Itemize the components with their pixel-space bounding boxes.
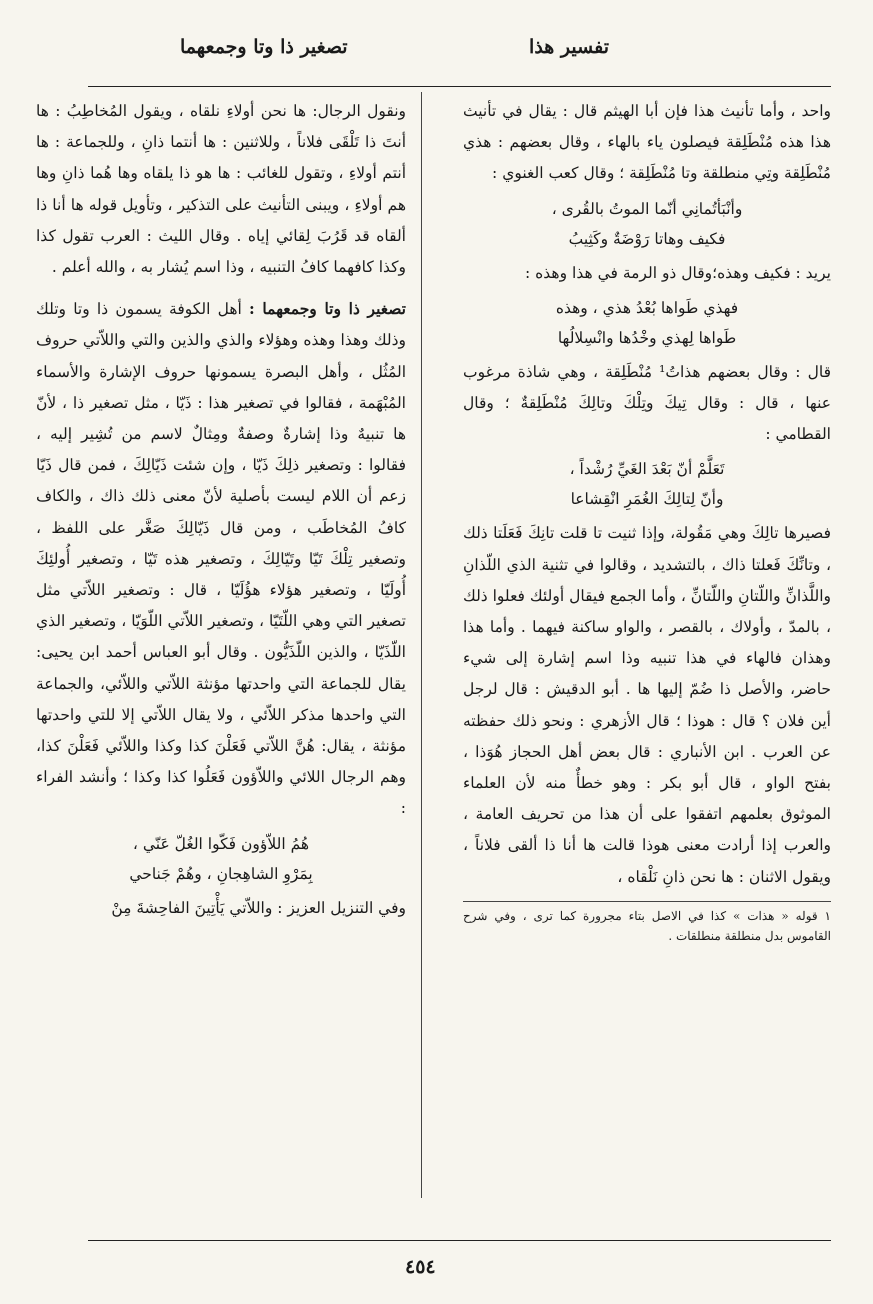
- left-column: [36, 96, 406, 924]
- verse-line: طَواها لِهذي وخْدُها وانْسِلالُها: [557, 328, 737, 347]
- verse: [463, 293, 831, 353]
- paragraph-text: أهل الكوفة يسمون ذا وتا وتلك وذلك وهذا وهذه وهؤلاء والذي والذين والتي واللاّتي حروف المُثُل ، وأهل البصرة يسمونها حروف الإشارة والأسماء المُبْهَمة ، فقالوا في تصغير هذا : ذَيّا ، مثل تصغير ذا ، لأنّ ها تنبيهٌ وذا إشارةٌ وصفةٌ ومِثالٌ لاسم من تُشِير إليه ، فقالوا : وتصغير ذلِكَ ذَيّا ، وإن شئت ذَيّالِكَ ، فمن قال ذَيّا زعم أن اللام ليست بأصلية لأنّ معنى ذلك ذاك ، والكاف كافُ المُخاطَب ، ومن قال ذَيّالِكَ صَغَّر على اللفظ ، وتصغير تِلْكَ تَيّا وتَيّالِكَ ، وتصغير هذه تَيّا ، وتصغير أُولئِكَ أُولَيّا ، وتصغير هؤلاء هؤُلَيّا ، قال : وتصغير اللاّتي مثل تصغير التي وهي اللّتَيّا ، وتصغير اللاّتي اللّوَيّا ، وتصغير الذي اللّذَيّا ، والذين اللّذَيُّون . وقال أبو العباس أحمد ابن يحيى: يقال للجماعة التي واحدتها مؤنثة اللاّتي واللاّئي، والجماعة التي واحدها مذكر اللاّئي ، ولا يقال اللاّتي إلا للتي واحدتها مؤنثة ، يقال: هُنَّ اللاّتي فَعَلْنَ كذا وكذا واللاّئي فَعَلْنَ كذا، وهم الرجال اللائي واللاّؤون فَعَلُوا كذا وكذا ؛ وأنشد الفراء :: [36, 300, 406, 818]
- verse-line: تَعَلَّمْ أنّ بَعْدَ الغَيِّ رُشْداً ،: [569, 460, 725, 479]
- footer-rule: [88, 1240, 831, 1241]
- column-divider: [421, 92, 422, 1198]
- paragraph: فصيرها تالِكَ وهي مَقُولة، وإذا ثنيت تا قلت تانِكَ فَعَلَتا ذلك ، وتانِّكَ فَعلتا ذاك ، بالتشديد ، وقالوا في تثنية الذي اللّذانِ واللَّذانِّ واللّتانِ واللّتانِّ ، وأما الجمع فيقال أولئك فعلوا ذلك ، بالمدّ ، وأولاك ، بالقصر ، والواو ساكنة فيهما . وأما هذا وهذان فالهاء في هذا تنبيه وذا اسم إشارة إلى شيء حاضر، والأصل ذا ضُمّ إليها ها . أبو الدقيش : قال لرجل أين فلان ؟ قال : هوذا ؛ قال الأزهري : ونحو ذلك حفظته عن العرب . ابن الأنباري : قال بعض أهل الحجاز هُوَذا ، بفتح الواو ، قال أبو بكر : وهو خطأٌ منه لأن العلماء الموثوق بعلمهم اتفقوا على أن هذا من تحريف العامة ، والعرب إذا أرادت معنى هوذا قالت ها أنا ذا ألقى فلاناً ، ويقول الاثنان : ها نحن ذانِ نَلْقاه ،: [463, 524, 831, 886]
- paragraph: وفي التنزيل العزيز : واللاّتي يَأْتِينَ الفاحِشةَ مِنْ: [111, 898, 406, 917]
- footnote-rule: [463, 901, 831, 902]
- verse: [36, 829, 406, 889]
- running-head-right: تفسير هذا: [529, 36, 609, 58]
- verse-line: فهذي طَواها بُعْدُ هذي ، وهذه: [555, 298, 739, 317]
- header-rule: [88, 86, 831, 87]
- paragraph: ونقول الرجال: ها نحن أولاءِ نلقاه ، ويقول المُخاطِبُ : ها أنتَ ذا تَلْقَى فلاناً ، وللاثنين : ها أنتما ذانِ ، وللجماعة : ها أنتم أولاءِ ، وتقول للغائب : ها هو ذا يلقاه وها هُما ذانِ وها هم أولاءِ ، ويبنى التأنيث على التذكير ، وتأويل قوله ها أنا ذا ألقاه قد قَرُبَ لِقائي إياه . وقال الليث : العرب تقول كذا وكذا كافهما كافُ التنبيه ، وذا اسم يُشار به ، والله أعلم .: [36, 102, 406, 277]
- section-paragraph: [36, 293, 406, 824]
- verse-line: وأنّ لِتالِكَ الغُمَرِ انْقِشاعا: [570, 490, 724, 509]
- verse-line: فكيف وهاتا رَوْضَةٌ وكَثِيبُ: [568, 229, 726, 248]
- footnote: ١ قوله « هذات » كذا في الاصل بتاء مجرورة كما ترى ، وفي شرح القاموس بدل منطلقة منطلقات .: [463, 908, 831, 943]
- paragraph: قال : وقال بعضهم هذاتُ¹ مُنْطَلِقة ، وهي شاذة مرغوب عنها ، قال : وقال تِيكَ وتِلْكَ وتالِكَ مُنْطَلِقةٌ ؛ وقال القطامي :: [463, 362, 831, 444]
- verse: [463, 454, 831, 514]
- running-head-left: تصغير ذا وتا وجمعهما: [180, 36, 348, 58]
- verse-line: بِمَرْوِ الشاهِجانِ ، وهُمْ جَناحي: [129, 864, 313, 883]
- paragraph: واحد ، وأما تأنيث هذا فإن أبا الهيثم قال : يقال في تأنيث هذا هذه مُنْطَلِقة فيصلون ياء بالهاء ، وقال بعضهم : هذي مُنْطَلِقة وتِي منطلقة وتا مُنْطَلِقة ؛ وقال كعب الغنوي :: [463, 102, 831, 183]
- right-column: [463, 96, 831, 946]
- spacer: [36, 283, 406, 293]
- verse-line: وأنْبَأتُمانِي أنّما الموتُ بالقُرى ،: [551, 199, 743, 218]
- verse-line: هُمُ اللاّؤون فَكّوا الغُلّ عَنّي ،: [132, 834, 310, 853]
- page-number: ٤٥٤: [405, 1256, 436, 1278]
- paragraph: يريد : فكيف وهذه؛وقال ذو الرمة في هذا وهذه :: [525, 263, 831, 282]
- section-heading: تصغير ذا وتا وجمعهما :: [249, 299, 406, 319]
- verse: [463, 194, 831, 254]
